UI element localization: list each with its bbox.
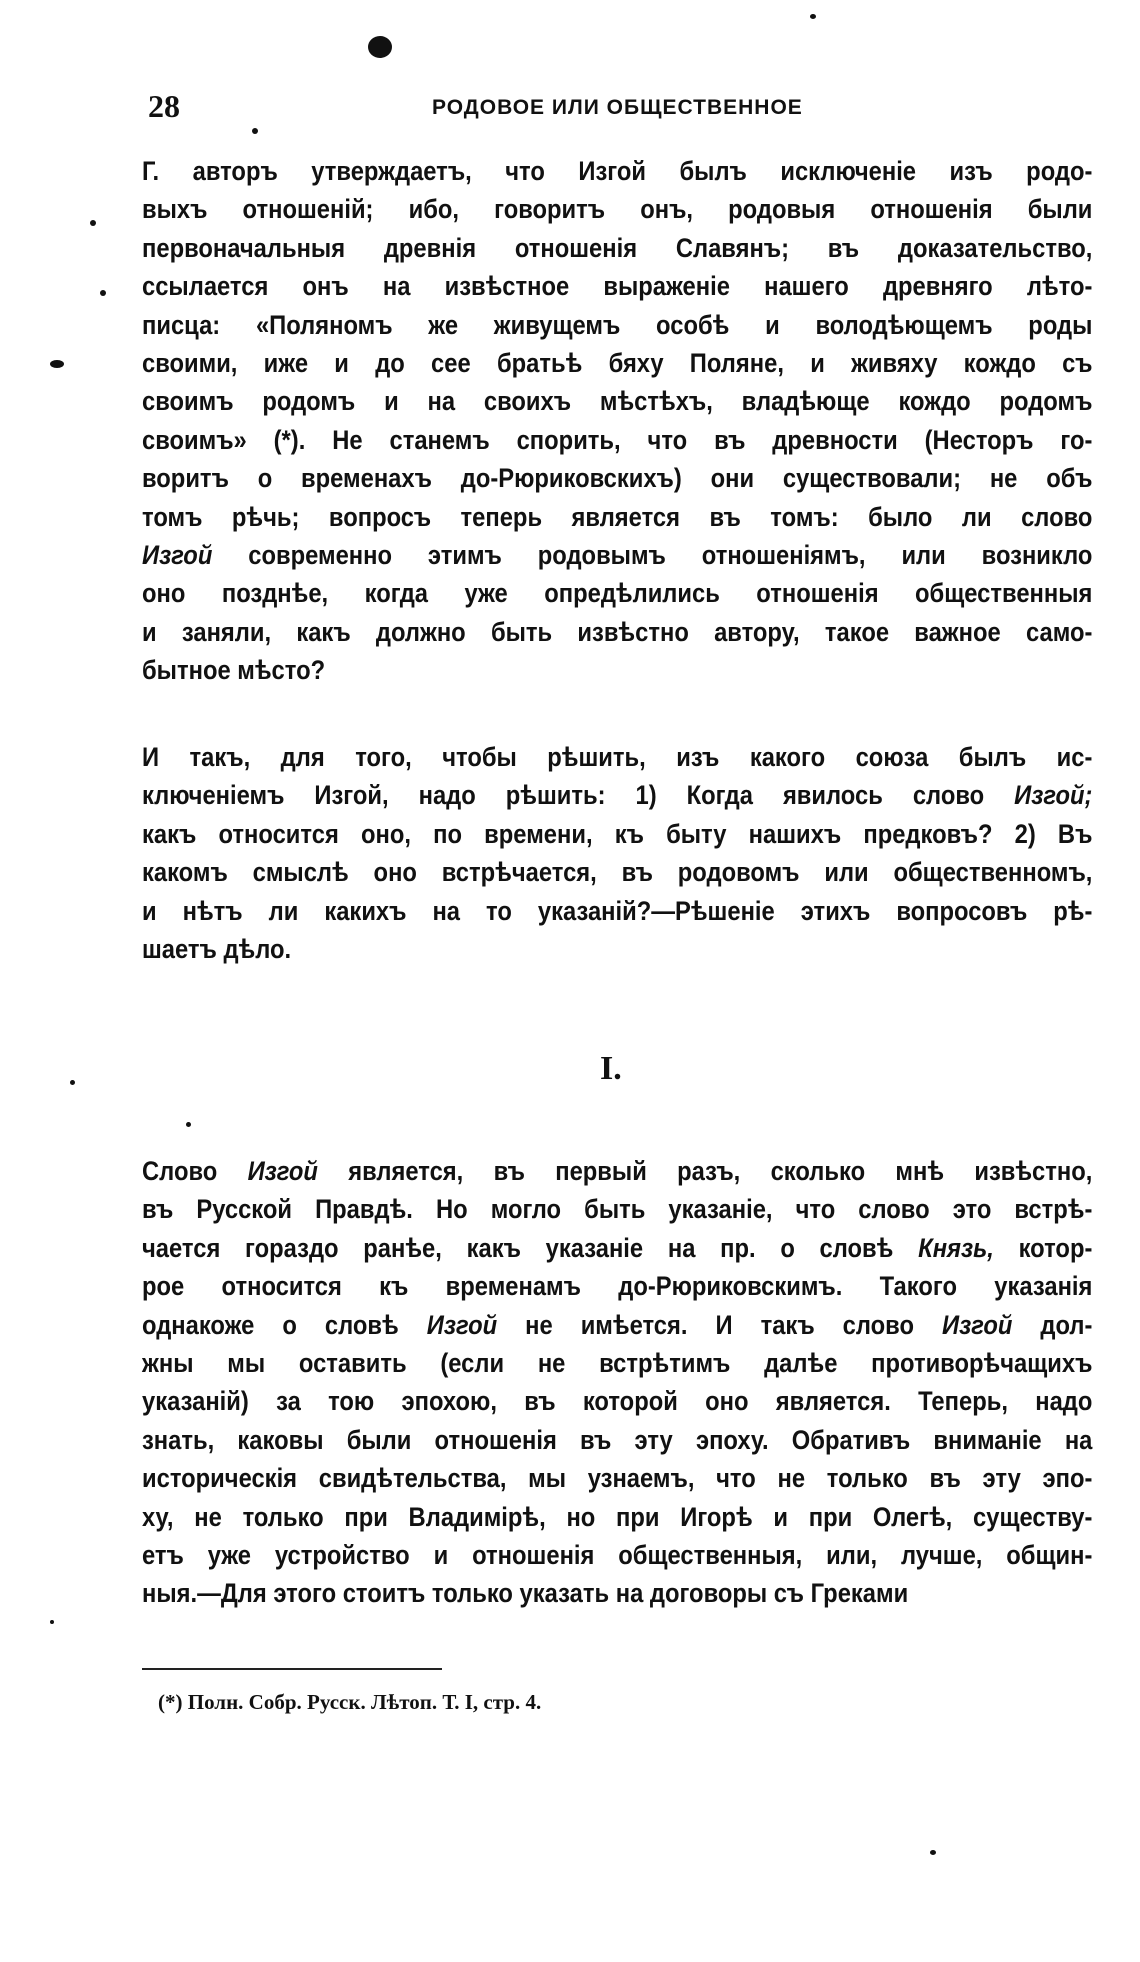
text-line: ныя.—Для этого стоитъ только указать на договоры съ Греками	[142, 1578, 909, 1609]
italic-word: Изгой	[942, 1309, 1013, 1340]
text-line-part: котор-	[1018, 1232, 1093, 1263]
italic-word: Изгой;	[1014, 780, 1093, 811]
text-line: томъ рѣчь; вопросъ теперь является въ томъ: было ли слово	[142, 501, 1093, 532]
text-line: своимъ родомъ и на своихъ мѣстѣхъ, владѣюще кождо родомъ	[142, 386, 1093, 417]
paragraph-3	[142, 1152, 1092, 1613]
ink-speck	[90, 220, 96, 226]
text-line: воритъ о временахъ до-Рюриковскихъ) они существовали; не объ	[142, 463, 1093, 494]
paragraph-1	[142, 152, 1092, 690]
ink-speck	[186, 1122, 191, 1127]
text-line-with-italic	[142, 1152, 1092, 1190]
italic-word: Князь,	[918, 1232, 994, 1263]
text-line: оно позднѣе, когда уже опредѣлились отношенія общественныя	[142, 578, 1093, 609]
text-line-part: Слово	[142, 1156, 218, 1186]
text-line-with-italic	[142, 776, 1092, 814]
text-line: знать, каковы были отношенія въ эту эпоху. Обративъ вниманіе на	[142, 1424, 1093, 1455]
page-number: 28	[148, 88, 180, 124]
text-line: рое относится къ временамъ до-Рюриковскимъ. Такого указанія	[142, 1271, 1093, 1302]
ink-speck	[100, 290, 106, 296]
footnote-rule	[142, 1668, 442, 1670]
ink-speck	[368, 36, 392, 58]
italic-word: Изгой	[247, 1156, 318, 1186]
paragraph-2	[142, 738, 1092, 968]
text-line-part: однакоже о словѣ	[142, 1309, 399, 1340]
text-line-with-italic	[142, 536, 1092, 574]
text-line: Г. авторъ утверждаетъ, что Изгой былъ исключеніе изъ родо-	[142, 156, 1093, 186]
text-line-part: не имѣется. И такъ слово	[525, 1309, 914, 1340]
text-line-with-italic	[142, 1306, 1092, 1344]
text-line-start: ключеніемъ Изгой, надо рѣшить: 1) Когда явилось слово	[142, 780, 985, 811]
italic-word: Изгой	[426, 1309, 498, 1340]
text-line: выхъ отношеній; ибо, говоритъ онъ, родовыя отношенія были	[142, 194, 1093, 225]
text-line: шаетъ дѣло.	[142, 934, 292, 965]
text-line: бытное мѣсто?	[142, 655, 326, 686]
ink-speck	[930, 1850, 936, 1855]
text-line-rest: современно этимъ родовымъ отношеніямъ, или возникло	[248, 540, 1093, 571]
text-line: ху, не только при Владимірѣ, но при Игорѣ и при Олегѣ, существу-	[142, 1501, 1093, 1532]
text-line-part: является, въ первый разъ, сколько мнѣ извѣстно,	[348, 1156, 1093, 1186]
text-line: въ Русской Правдѣ. Но могло быть указаніе, что слово это встрѣ-	[142, 1194, 1093, 1225]
page-header	[142, 88, 1092, 128]
footnote: (*) Полн. Собр. Русск. Лѣтоп. Т. I, стр. 4.	[158, 1690, 542, 1714]
ink-speck	[810, 14, 816, 19]
text-line-with-italic	[142, 1229, 1092, 1267]
text-line: первоначальныя древнія отношенія Славянъ; въ доказательство,	[142, 232, 1093, 263]
text-line-part: чается гораздо ранѣе, какъ указаніе на пр. о словѣ	[142, 1232, 894, 1263]
section-numeral: I.	[600, 1050, 622, 1087]
italic-word: Изгой	[142, 540, 213, 571]
text-line: етъ уже устройство и отношенія общественныя, или, лучше, общин-	[142, 1540, 1093, 1571]
ink-speck	[50, 360, 64, 368]
text-line: ссылается онъ на извѣстное выраженіе нашего древняго лѣто-	[142, 271, 1093, 302]
text-line: и заняли, какъ должно быть извѣстно автору, такое важное само-	[142, 616, 1093, 647]
text-line: историческія свидѣтельства, мы узнаемъ, что не только въ эту эпо-	[142, 1463, 1093, 1494]
text-line: какомъ смыслѣ оно встрѣчается, въ родовомъ или общественномъ,	[142, 857, 1093, 888]
text-line: и нѣтъ ли какихъ на то указаній?—Рѣшеніе этихъ вопросовъ рѣ-	[142, 895, 1093, 926]
text-line: жны мы оставить (если не встрѣтимъ далѣе противорѣчащихъ	[142, 1348, 1093, 1379]
text-line: своимъ» (*). Не станемъ спорить, что въ древности (Несторъ го-	[142, 424, 1093, 455]
text-line: своими, иже и до сее братьѣ бяху Поляне, и живяху кождо съ	[142, 348, 1093, 379]
text-line-part: дол-	[1040, 1309, 1093, 1340]
text-line: И такъ, для того, чтобы рѣшить, изъ какого союза былъ ис-	[142, 742, 1093, 772]
ink-speck	[252, 128, 258, 134]
text-line: писца: «Поляномъ же живущемъ особѣ и володѣющемъ роды	[142, 309, 1093, 340]
text-line: какъ относится оно, по времени, къ быту нашихъ предковъ? 2) Въ	[142, 818, 1093, 849]
ink-speck	[70, 1080, 75, 1085]
running-head: РОДОВОЕ ИЛИ ОБЩЕСТВЕННОЕ	[432, 96, 803, 119]
ink-speck	[50, 1620, 54, 1624]
text-line: указаній) за тою эпохою, въ которой оно является. Теперь, надо	[142, 1386, 1093, 1417]
